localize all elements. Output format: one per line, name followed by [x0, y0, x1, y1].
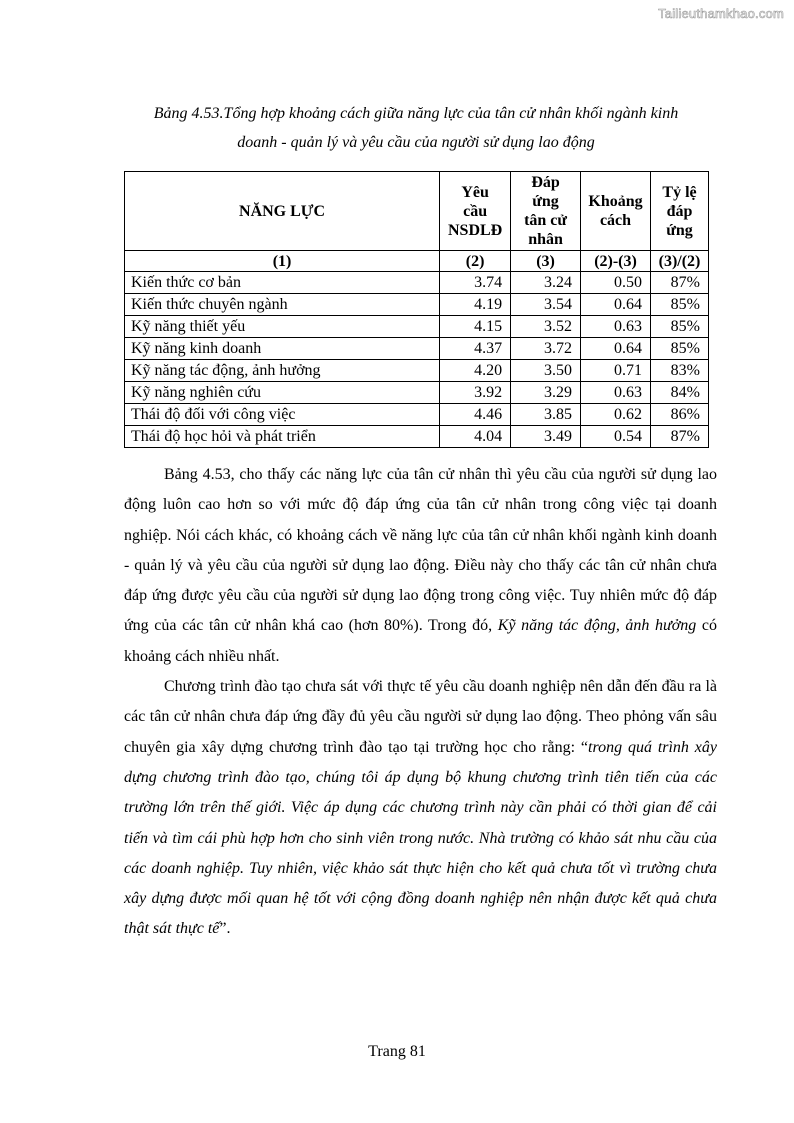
- value-cell: 0.63: [581, 382, 651, 404]
- paragraph-2: Chương trình đào tạo chưa sát với thực tế yêu cầu doanh nghiệp nên dẫn đến đầu ra là các tân cử nhân chưa đáp ứng đầy đủ yêu cầu người sử dụng lao động. Theo phỏng vấn sâu chuyên gia xây dựng chương trình đào tạo tại trường học cho rằng: “trong quá trình xây dựng chương trình đào tạo, chúng tôi áp dụng bộ khung chương trình tiên tiến của các trường lớn trên thế giới. Việc áp dụng các chương trình này cần phải có thời gian để cải tiến và tìm cái phù hợp hơn cho sinh viên trong nước. Nhà trường có khảo sát nhu cầu của các doanh nghiệp. Tuy nhiên, việc khảo sát thực hiện cho kết quả chưa tốt vì trường chưa xây dựng được mối quan hệ tốt với cộng đồng doanh nghiệp nên nhận được kết quả chưa thật sát thực tế”.: [124, 678, 718, 938]
- header-gap: Khoảng cách: [581, 172, 651, 251]
- value-cell: 3.49: [511, 426, 581, 448]
- table-column-number-row: [125, 251, 709, 272]
- value-cell: 85%: [651, 338, 709, 360]
- header-fulfillment: Đáp ứng tân cử nhân: [511, 172, 581, 251]
- column-number: (3)/(2): [651, 251, 709, 272]
- value-cell: 0.71: [581, 360, 651, 382]
- column-number: (1): [125, 251, 440, 272]
- competency-name: Kỹ năng kinh doanh: [125, 338, 440, 360]
- value-cell: 3.85: [511, 404, 581, 426]
- column-number: (2): [440, 251, 511, 272]
- value-cell: 0.64: [581, 294, 651, 316]
- value-cell: 3.52: [511, 316, 581, 338]
- competency-name: Kỹ năng nghiên cứu: [125, 382, 440, 404]
- value-cell: 3.74: [440, 272, 511, 294]
- value-cell: 84%: [651, 382, 709, 404]
- table-row: [125, 382, 709, 404]
- value-cell: 0.63: [581, 316, 651, 338]
- value-cell: 3.29: [511, 382, 581, 404]
- table-row: [125, 316, 709, 338]
- value-cell: 85%: [651, 294, 709, 316]
- emphasis-text: Kỹ năng tác động, ảnh hưởng: [497, 617, 697, 635]
- competency-name: Kỹ năng thiết yếu: [125, 316, 440, 338]
- table-header-row: [125, 172, 709, 251]
- table-row: [125, 426, 709, 448]
- header-competency: NĂNG LỰC: [125, 172, 440, 251]
- value-cell: 4.20: [440, 360, 511, 382]
- table-row: [125, 338, 709, 360]
- value-cell: 83%: [651, 360, 709, 382]
- table-caption: [100, 99, 732, 157]
- value-cell: 85%: [651, 316, 709, 338]
- expert-quote: trong quá trình xây dựng chương trình đào tạo, chúng tôi áp dụng bộ khung chương trình tiên tiến của các trường lớn trên thế giới. Việc áp dụng các chương trình này cần phải có thời gian để cải tiến và tìm cái phù hợp hơn cho sinh viên trong nước. Nhà trường có khảo sát nhu cầu của các doanh nghiệp. Tuy nhiên, việc khảo sát thực hiện cho kết quả chưa tốt vì trường chưa xây dựng được mối quan hệ tốt với cộng đồng doanh nghiệp nên nhận được kết quả chưa thật sát thực tế: [124, 738, 718, 938]
- value-cell: 0.54: [581, 426, 651, 448]
- value-cell: 4.19: [440, 294, 511, 316]
- paragraph-1: Bảng 4.53, cho thấy các năng lực của tân cử nhân thì yêu cầu của người sử dụng lao động luôn cao hơn so với mức độ đáp ứng của tân cử nhân trong công việc tại doanh nghiệp. Nói cách khác, có khoảng cách về năng lực của tân cử nhân khối ngành kinh doanh - quản lý và yêu cầu của người sử dụng lao động. Điều này cho thấy các tân cử nhân chưa đáp ứng được yêu cầu của người sử dụng lao động trong công việc. Tuy nhiên mức độ đáp ứng của các tân cử nhân khá cao (hơn 80%). Trong đó, Kỹ năng tác động, ảnh hưởng có khoảng cách nhiều nhất.: [124, 466, 717, 665]
- value-cell: 3.50: [511, 360, 581, 382]
- table-row: [125, 294, 709, 316]
- value-cell: 86%: [651, 404, 709, 426]
- value-cell: 3.24: [511, 272, 581, 294]
- competency-name: Thái độ đối với công việc: [125, 404, 440, 426]
- value-cell: 4.15: [440, 316, 511, 338]
- competency-name: Thái độ học hỏi và phát triển: [125, 426, 440, 448]
- page-number: Trang 81: [368, 1043, 426, 1060]
- table-row: [125, 360, 709, 382]
- table-row: [125, 404, 709, 426]
- caption-line-2: doanh - quản lý và yêu cầu của người sử dụng lao động: [237, 134, 595, 151]
- value-cell: 4.04: [440, 426, 511, 448]
- value-cell: 3.72: [511, 338, 581, 360]
- value-cell: 4.37: [440, 338, 511, 360]
- caption-line-1: Bảng 4.53.Tổng hợp khoảng cách giữa năng lực của tân cử nhân khối ngành kinh: [153, 105, 679, 122]
- header-ratio: Tỷ lệ đáp ứng: [651, 172, 709, 251]
- header-requirement: Yêu cầu NSDLĐ: [440, 172, 511, 251]
- competency-table: [124, 171, 709, 448]
- value-cell: 3.54: [511, 294, 581, 316]
- value-cell: 0.50: [581, 272, 651, 294]
- column-number: (2)-(3): [581, 251, 651, 272]
- body-text: [124, 460, 717, 945]
- competency-name: Kiến thức cơ bản: [125, 272, 440, 294]
- value-cell: 3.92: [440, 382, 511, 404]
- table-body: [125, 272, 709, 448]
- column-number: (3): [511, 251, 581, 272]
- watermark: Tailieuthamkhao.com: [658, 6, 784, 21]
- competency-name: Kỹ năng tác động, ảnh hưởng: [125, 360, 440, 382]
- value-cell: 0.64: [581, 338, 651, 360]
- competency-name: Kiến thức chuyên ngành: [125, 294, 440, 316]
- value-cell: 0.62: [581, 404, 651, 426]
- value-cell: 87%: [651, 272, 709, 294]
- value-cell: 87%: [651, 426, 709, 448]
- value-cell: 4.46: [440, 404, 511, 426]
- table-row: [125, 272, 709, 294]
